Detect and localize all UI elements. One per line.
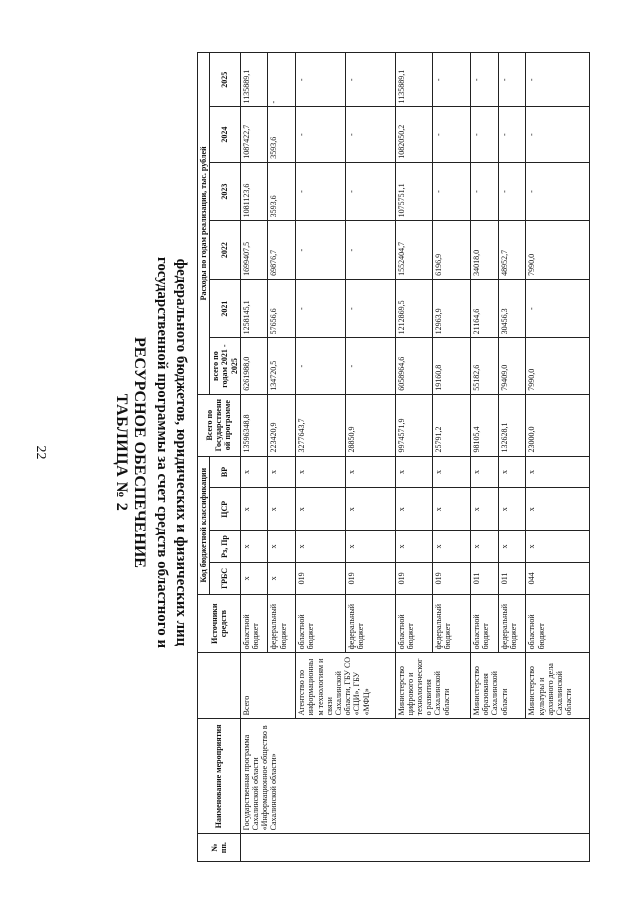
page-number: 22 [33,445,48,460]
cell-2023: - [433,162,471,221]
cell-executor: Министерство цифрового и технологического развития Сахалинской области [395,653,470,719]
cell-grbs: 011 [470,562,498,594]
cell-2024: 1082050,2 [395,107,433,162]
cell-total: 98105,4 [470,394,498,456]
table-row [240,53,268,862]
cell-2025: - [470,53,498,107]
cell-total-2021-2025: 19160,8 [433,338,471,394]
cell-executor: Министерство культуры и архивного дела Сахалинской области [526,653,590,719]
cell-total-2021-2025: - [296,338,346,394]
header-total-2021-2025: всего по годам 2021 - 2025 [210,338,241,394]
cell-rzpr: x [240,531,268,563]
cell-2021: 21164,6 [470,279,498,338]
cell-2025: - [268,53,296,107]
cell-2022: - [296,221,346,280]
cell-rzpr: x [296,531,346,563]
cell-total-2021-2025: 7990,0 [526,338,590,394]
cell-source: областной бюджет [526,594,590,653]
header-budget-code: Код бюджетной классификации [198,456,210,594]
table-subheading-line-1: государственной программы за счет средств областного и [154,256,170,649]
cell-2021: 30456,3 [498,279,526,338]
cell-grbs: x [268,562,296,594]
cell-executor: Агентство по информационным технологиям и связи Сахалинской области, ГБУ СО «СЦИ», ГБУ «МФЦ» [296,653,395,719]
cell-vr: x [433,456,471,488]
cell-executor: Министерство образования Сахалинской области [470,653,525,719]
cell-source: областной бюджет [470,594,498,653]
cell-source: областной бюджет [395,594,433,653]
header-2025: 2025 [210,53,241,107]
cell-total-2021-2025: 79409,0 [498,338,526,394]
cell-event: Государственная программа Сахалинской области «Информационное общество в Сахалинской области» [240,719,589,834]
header-event: Наименование мероприятия [198,719,241,834]
header-vr: ВР [210,456,241,488]
header-total-program: Всего по Государственной программе [198,394,241,456]
cell-vr: x [296,456,346,488]
header-expenses-by-year: Расходы по годам реализации, тыс. рублей [198,53,210,395]
cell-2022: 1552404,7 [395,221,433,280]
cell-rzpr: x [433,531,471,563]
header-csr: ЦСР [210,488,241,531]
table-heading: РЕСУРСНОЕ ОБЕСПЕЧЕНИЕ [131,337,148,568]
cell-2023: - [296,162,346,221]
cell-total: 25791,2 [433,394,471,456]
cell-vr: x [240,456,268,488]
cell-2021: - [526,279,590,338]
cell-grbs: x [240,562,268,594]
cell-rzpr: x [395,531,433,563]
cell-source: федеральный бюджет [498,594,526,653]
cell-csr: x [470,488,498,531]
cell-rzpr: x [498,531,526,563]
cell-total: 13596348,8 [240,394,268,456]
cell-csr: x [345,488,395,531]
cell-csr: x [240,488,268,531]
cell-2023: - [526,162,590,221]
cell-source: федеральный бюджет [345,594,395,653]
cell-2025: 1135889,1 [395,53,433,107]
header-2024: 2024 [210,107,241,162]
cell-2025: 1135889,1 [240,53,268,107]
cell-vr: x [498,456,526,488]
cell-2025: - [433,53,471,107]
cell-csr: x [296,488,346,531]
cell-2023: 1075751,1 [395,162,433,221]
cell-2024: - [345,107,395,162]
cell-vr: x [526,456,590,488]
cell-rzpr: x [268,531,296,563]
cell-vr: x [470,456,498,488]
table-title: ТАБЛИЦА № 2 [113,393,130,512]
cell-rzpr: x [470,531,498,563]
cell-source: федеральный бюджет [433,594,471,653]
cell-grbs: 019 [345,562,395,594]
cell-2024: 1087422,7 [240,107,268,162]
cell-2022: 48952,7 [498,221,526,280]
cell-2022: 6196,9 [433,221,471,280]
cell-source: федеральный бюджет [268,594,296,653]
cell-grbs: 019 [296,562,346,594]
cell-total: 3277643,7 [296,394,346,456]
cell-vr: x [345,456,395,488]
cell-total: 132628,1 [498,394,526,456]
cell-2022: 7990,0 [526,221,590,280]
cell-2022: 1699407,5 [240,221,268,280]
cell-csr: x [498,488,526,531]
header-grbs: ГРБС [210,562,241,594]
cell-2025: - [498,53,526,107]
cell-total-2021-2025: 55182,6 [470,338,498,394]
cell-2021: 57656,6 [268,279,296,338]
cell-rzpr: x [526,531,590,563]
cell-2023: - [345,162,395,221]
cell-2022: - [345,221,395,280]
header-num: № пп. [198,834,241,862]
cell-2024: - [498,107,526,162]
cell-2021: 12963,9 [433,279,471,338]
header-2021: 2021 [210,279,241,338]
cell-2024: - [470,107,498,162]
cell-2024: 3593,6 [268,107,296,162]
header-2022: 2022 [210,221,241,280]
cell-total-2021-2025: 6261988,0 [240,338,268,394]
resource-table [197,52,590,862]
cell-2022: 34018,0 [470,221,498,280]
cell-grbs: 011 [498,562,526,594]
cell-2021: - [296,279,346,338]
cell-2023: 3593,6 [268,162,296,221]
cell-2025: - [526,53,590,107]
cell-2024: - [296,107,346,162]
cell-total-2021-2025: - [345,338,395,394]
cell-csr: x [433,488,471,531]
cell-2023: 1081123,6 [240,162,268,221]
cell-csr: x [395,488,433,531]
cell-total: 28850,9 [345,394,395,456]
cell-source: областной бюджет [240,594,268,653]
cell-2025: - [345,53,395,107]
cell-2021: - [345,279,395,338]
cell-2024: - [433,107,471,162]
header-executor [198,653,241,719]
cell-2024: - [526,107,590,162]
cell-2022: 69876,7 [268,221,296,280]
cell-vr: x [395,456,433,488]
cell-grbs: 019 [433,562,471,594]
cell-vr: x [268,456,296,488]
header-rzpr: Рз, Пр [210,531,241,563]
cell-grbs: 019 [395,562,433,594]
table-subheading-line-2: федерального бюджетов, юридических и физических лиц [173,258,189,647]
cell-total: 223420,9 [268,394,296,456]
cell-total-2021-2025: 6058964,6 [395,338,433,394]
cell-2025: - [296,53,346,107]
header-2023: 2023 [210,162,241,221]
cell-total: 23000,0 [526,394,590,456]
cell-executor: Всего [240,653,295,719]
cell-rzpr: x [345,531,395,563]
cell-2023: - [498,162,526,221]
cell-csr: x [268,488,296,531]
header-sources: Источники средств [198,594,241,653]
cell-2021: 1258145,1 [240,279,268,338]
cell-csr: x [526,488,590,531]
cell-total: 9974571,9 [395,394,433,456]
cell-total-2021-2025: 134720,5 [268,338,296,394]
cell-2023: - [470,162,498,221]
cell-source: областной бюджет [296,594,346,653]
cell-grbs: 044 [526,562,590,594]
cell-num [240,834,589,862]
cell-2021: 1212869,5 [395,279,433,338]
header-row-1 [198,53,210,862]
